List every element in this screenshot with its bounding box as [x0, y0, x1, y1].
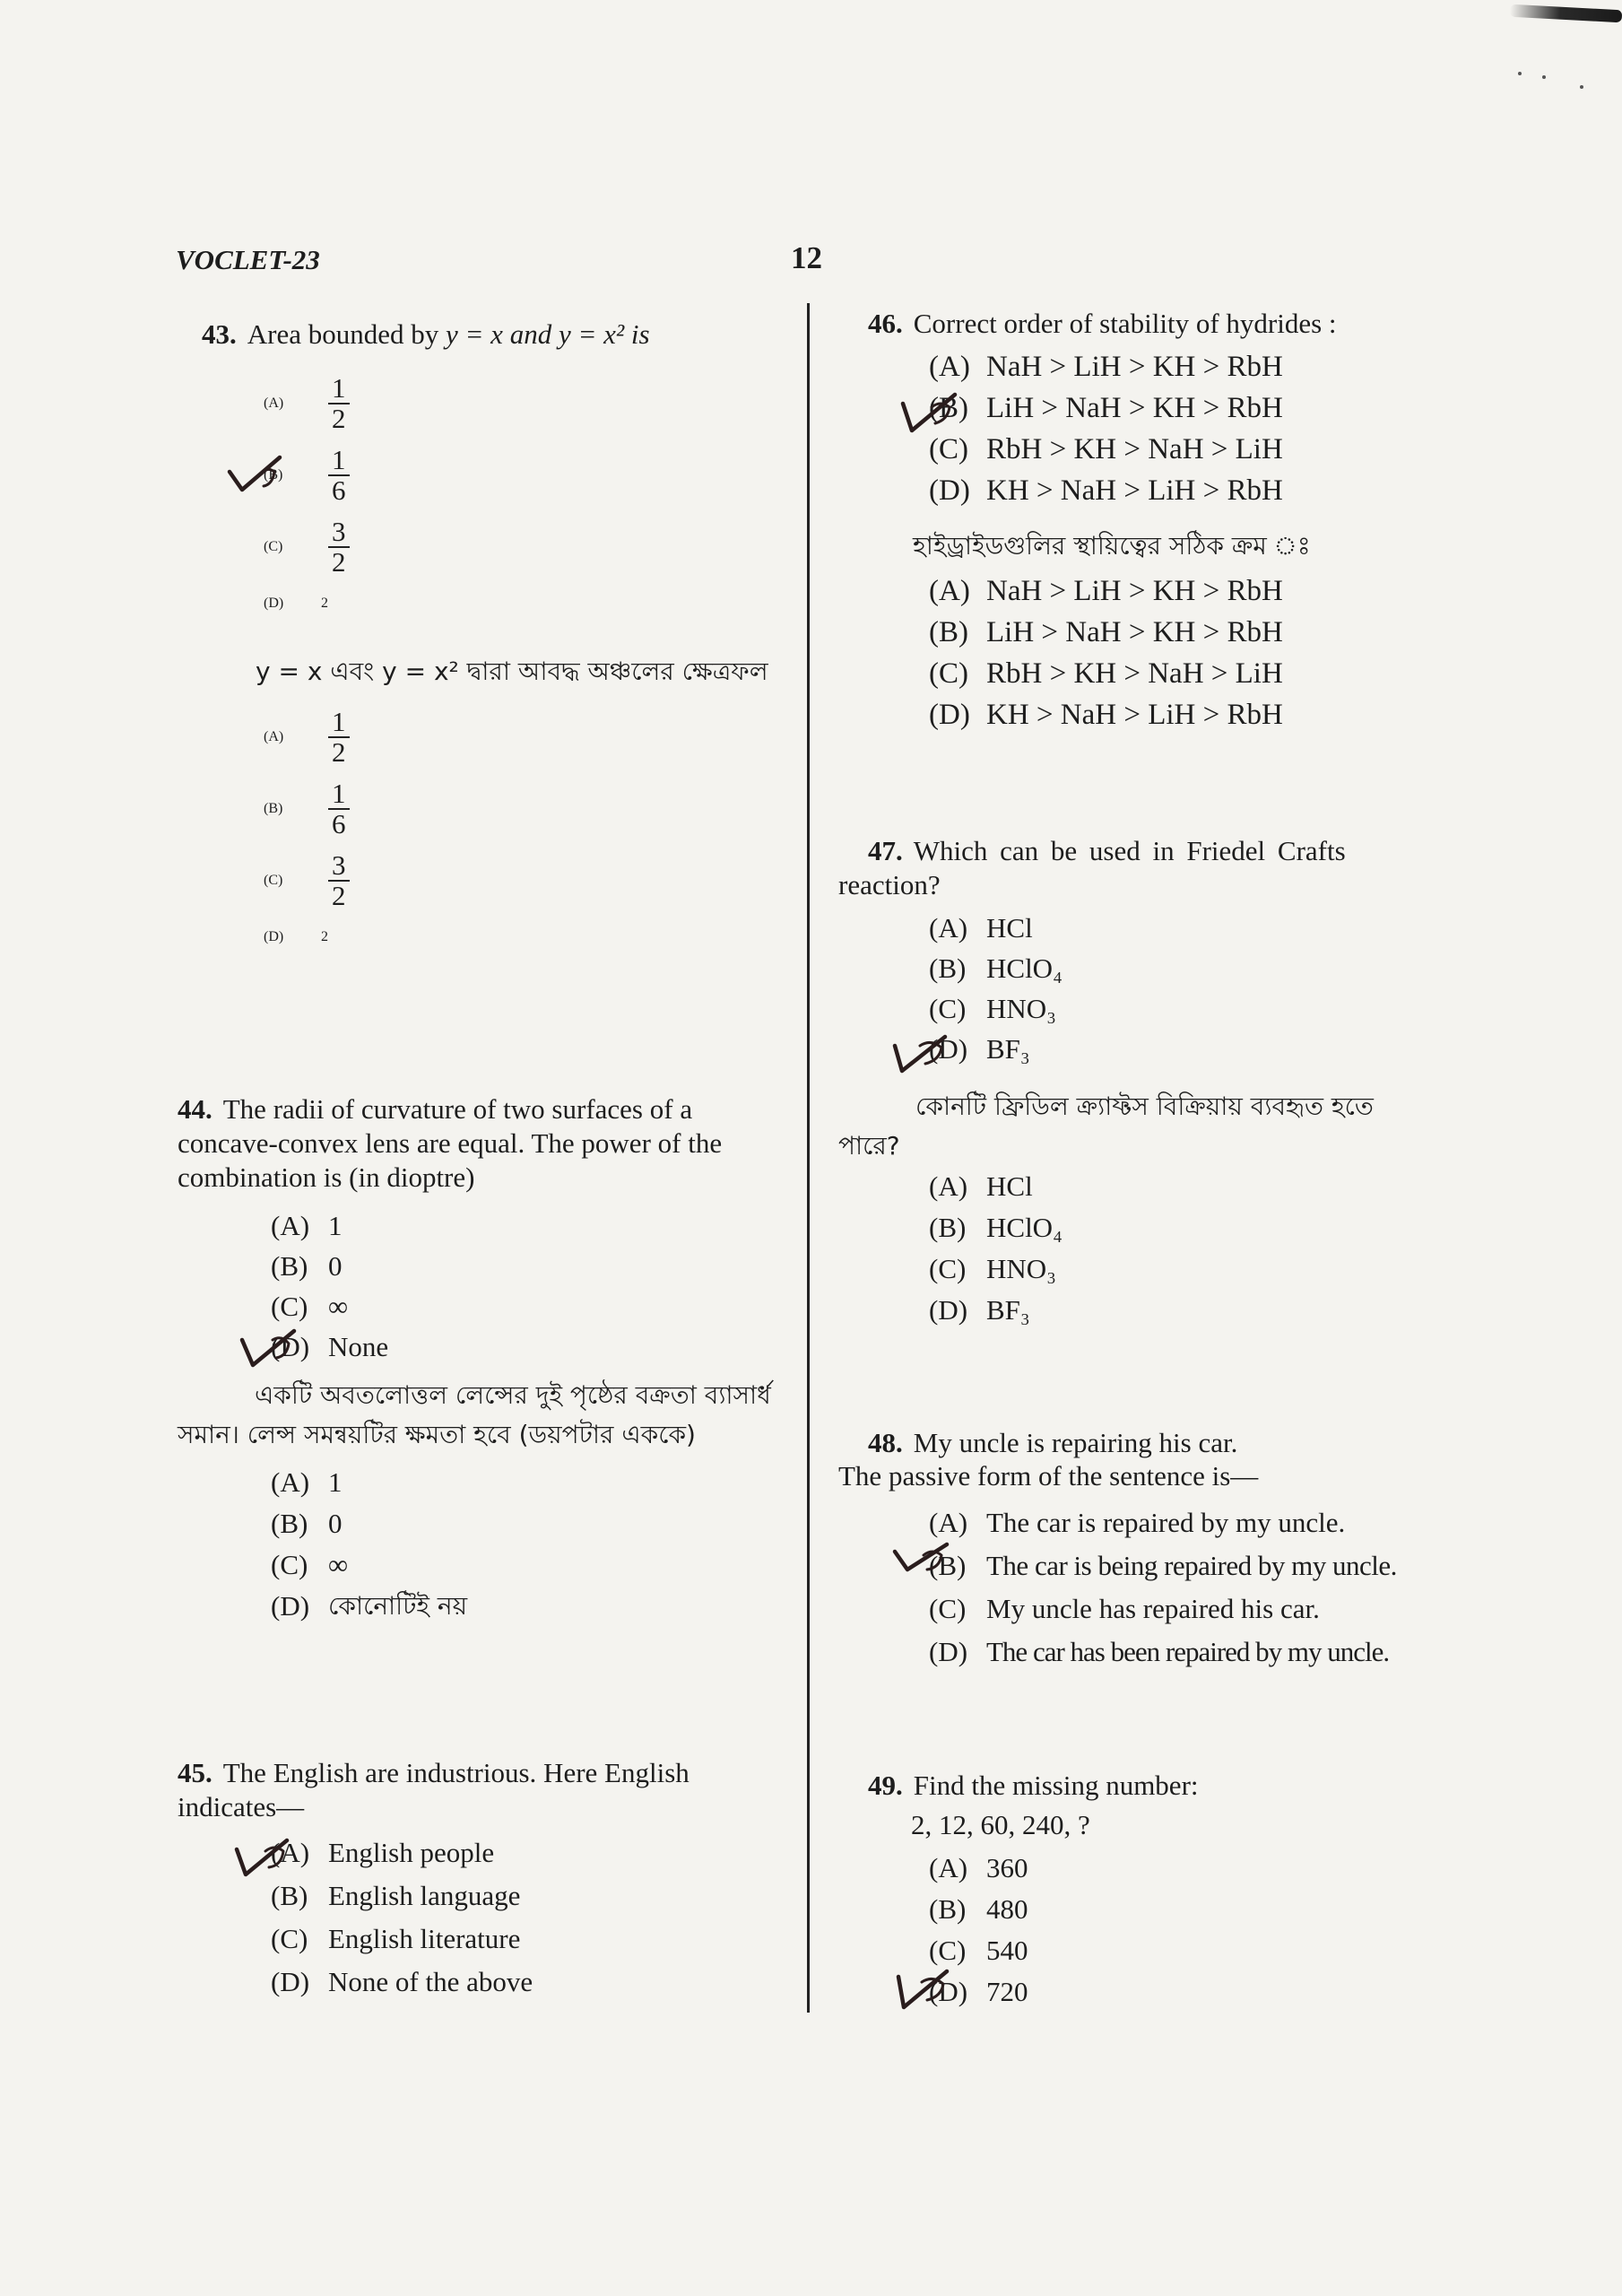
- option-d[interactable]: [264, 917, 350, 958]
- option-value: HNO₃: [986, 993, 1056, 1024]
- option-c[interactable]: [929, 1587, 1397, 1631]
- question-47-bn: [838, 1087, 1439, 1166]
- question-number: 47.: [868, 835, 903, 866]
- question-text-part: The English are industrious. Here English indicates—: [178, 1757, 690, 1822]
- option-c[interactable]: [264, 845, 350, 917]
- option-label: (B): [929, 1893, 967, 1925]
- q46-options-bn: [929, 570, 1283, 735]
- question-text: [178, 1092, 787, 1195]
- option-a[interactable]: [929, 346, 1283, 387]
- question-math: y = x and y = x² is: [446, 318, 650, 350]
- question-text: [868, 307, 1496, 341]
- option-c[interactable]: [929, 988, 1063, 1029]
- option-label: (A): [264, 729, 284, 744]
- handwritten-tick-mark: [235, 1837, 289, 1876]
- question-text: [202, 317, 776, 352]
- option-value: BF₃: [986, 1033, 1030, 1065]
- handwritten-tick-mark: [893, 1033, 947, 1073]
- option-value: HClO₄: [986, 1212, 1063, 1243]
- option-a[interactable]: [271, 1831, 533, 1874]
- option-value: My uncle has repaired his car.: [986, 1593, 1320, 1624]
- option-value: RbH > KH > NaH > LiH: [986, 433, 1283, 465]
- question-number: 43.: [202, 318, 237, 350]
- option-d[interactable]: [929, 1290, 1063, 1331]
- question-48-line2: [838, 1459, 1484, 1493]
- option-label: (C): [929, 1253, 967, 1284]
- fraction: [328, 779, 350, 839]
- option-value: 2: [321, 929, 328, 944]
- option-value: 0: [328, 1250, 343, 1282]
- option-b[interactable]: [264, 773, 350, 845]
- option-value: LiH > NaH > KH > RbH: [986, 392, 1283, 424]
- denominator: 2: [328, 880, 350, 910]
- exam-code: VOCLET-23: [176, 244, 320, 275]
- option-d[interactable]: [271, 1586, 467, 1627]
- option-c[interactable]: [929, 1930, 1028, 1971]
- q47-options-bn: [929, 1166, 1063, 1331]
- question-49: [868, 1769, 1496, 1803]
- option-label: (A): [929, 1507, 968, 1538]
- option-label: (B): [271, 1508, 308, 1539]
- option-value: HNO₃: [986, 1253, 1056, 1284]
- question-text-part: Find the missing number:: [913, 1770, 1199, 1801]
- option-b[interactable]: [271, 1874, 533, 1918]
- option-label: (B): [929, 392, 968, 424]
- option-value: NaH > LiH > KH > RbH: [986, 351, 1283, 383]
- option-value: KH > NaH > LiH > RbH: [986, 474, 1283, 507]
- question-text-bengali: একটি অবতলোত্তল লেন্সের দুই পৃষ্ঠের বক্রতা ব্যাসার্ধ সমান। লেন্স সমন্বয়টির ক্ষমতা হবে (ডয়পটার এককে): [178, 1380, 771, 1449]
- option-value: 2: [321, 596, 328, 611]
- option-value: ∞: [328, 1291, 349, 1322]
- option-label: (D): [271, 1331, 310, 1362]
- option-value: English language: [328, 1880, 521, 1911]
- question-number: 49.: [868, 1770, 903, 1801]
- question-text-part: Which can be used in Friedel Crafts reaction?: [838, 835, 1346, 900]
- option-label: (C): [271, 1291, 308, 1322]
- option-a[interactable]: [271, 1205, 388, 1246]
- option-label: (C): [929, 433, 968, 465]
- handwritten-tick-mark: [228, 454, 282, 493]
- question-text-part: The passive form of the sentence is—: [838, 1460, 1259, 1492]
- handwritten-tick-mark: [893, 1541, 947, 1580]
- q47-options: [929, 908, 1063, 1069]
- option-a[interactable]: [929, 570, 1283, 612]
- scan-speck: [1580, 85, 1583, 89]
- question-text: [868, 1769, 1496, 1803]
- denominator: 2: [328, 736, 350, 767]
- option-value: ∞: [328, 1549, 349, 1580]
- option-value: The car is repaired by my uncle.: [986, 1507, 1346, 1538]
- option-label: (C): [271, 1549, 308, 1580]
- question-47: [838, 834, 1439, 902]
- option-label: (D): [929, 474, 970, 507]
- option-label: (D): [929, 1294, 968, 1326]
- option-c[interactable]: [929, 653, 1283, 694]
- question-text-part: Area bounded by: [247, 318, 446, 350]
- numerator: 1: [332, 706, 346, 737]
- option-b[interactable]: [929, 612, 1283, 653]
- option-label: (A): [929, 1170, 968, 1202]
- option-b[interactable]: [929, 1889, 1028, 1930]
- question-number: 48.: [868, 1427, 903, 1458]
- question-44: [178, 1092, 787, 1195]
- option-label: (D): [271, 1590, 310, 1622]
- option-c[interactable]: [929, 429, 1283, 470]
- option-a[interactable]: [929, 1848, 1028, 1889]
- option-label: (A): [264, 396, 284, 411]
- option-label: (B): [929, 616, 968, 648]
- denominator: 2: [328, 403, 350, 433]
- number-sequence: [911, 1808, 1359, 1842]
- column-divider: [807, 303, 810, 2013]
- q45-options: [271, 1831, 533, 2004]
- option-c[interactable]: [271, 1544, 467, 1586]
- option-d[interactable]: [929, 1631, 1397, 1674]
- numerator: 3: [332, 516, 346, 547]
- question-text-bengali: y = x এবং y = x² দ্বারা আবদ্ধ অঞ্চলের ক্ষেত্রফল: [256, 657, 768, 686]
- question-text-part: The radii of curvature of two surfaces of a concave-convex lens are equal. The power of the combination is (in dioptre): [178, 1093, 723, 1193]
- option-label: (D): [264, 596, 284, 611]
- option-label: (B): [929, 1212, 967, 1243]
- option-value: KH > NaH > LiH > RbH: [986, 699, 1283, 731]
- question-text-part: Correct order of stability of hydrides :: [913, 308, 1337, 339]
- option-d[interactable]: [264, 583, 350, 624]
- option-value: 360: [986, 1852, 1028, 1883]
- option-label: (A): [271, 1466, 310, 1498]
- question-number: 46.: [868, 308, 903, 339]
- numerator: 1: [332, 372, 346, 404]
- option-value: 0: [328, 1508, 343, 1539]
- option-d[interactable]: [929, 470, 1283, 511]
- option-label: (B): [264, 467, 283, 483]
- numerator: 1: [332, 778, 346, 809]
- option-a[interactable]: [264, 701, 350, 773]
- handwritten-tick-mark: [240, 1327, 294, 1367]
- option-label: (B): [271, 1880, 308, 1911]
- fraction: [328, 517, 350, 577]
- option-c[interactable]: [264, 511, 350, 583]
- question-43: [202, 317, 776, 352]
- option-value: English people: [328, 1837, 495, 1868]
- option-value: 1: [328, 1210, 343, 1241]
- option-label: (C): [264, 539, 283, 554]
- q43-options-bn: [264, 701, 350, 958]
- option-value: The car has been repaired by my uncle.: [986, 1636, 1390, 1667]
- scan-edge-mark: [1510, 4, 1622, 23]
- option-d[interactable]: [929, 694, 1283, 735]
- option-value: RbH > KH > NaH > LiH: [986, 657, 1283, 690]
- page-number: 12: [791, 240, 822, 275]
- option-b[interactable]: [929, 1207, 1063, 1248]
- q44-options-bn: [271, 1462, 467, 1627]
- option-a[interactable]: [929, 908, 1063, 948]
- option-value: LiH > NaH > KH > RbH: [986, 616, 1283, 648]
- question-43-bn: [256, 655, 811, 689]
- option-label: (A): [271, 1837, 310, 1868]
- option-value: কোনোটিই নয়: [328, 1591, 468, 1621]
- option-a[interactable]: [929, 1501, 1397, 1544]
- question-number: 44.: [178, 1093, 213, 1125]
- question-46-bn: [913, 529, 1540, 563]
- option-label: (B): [264, 801, 283, 816]
- question-text: [178, 1756, 787, 1824]
- option-label: (C): [929, 993, 967, 1024]
- option-b[interactable]: [929, 948, 1063, 988]
- option-b[interactable]: [271, 1246, 388, 1286]
- option-label: (A): [929, 575, 970, 607]
- question-text-bengali: হাইড্রাইডগুলির স্থায়িত্বের সঠিক ক্রম ঃ: [913, 531, 1311, 561]
- option-value: NaH > LiH > KH > RbH: [986, 575, 1283, 607]
- fraction: [328, 446, 350, 505]
- fraction: [328, 851, 350, 910]
- fraction: [328, 708, 350, 767]
- option-value: English literature: [328, 1923, 521, 1954]
- numerator: 1: [332, 444, 346, 475]
- option-label: (B): [271, 1250, 308, 1282]
- option-label: (C): [271, 1923, 308, 1954]
- question-46: [868, 307, 1496, 341]
- question-text: [868, 1426, 1514, 1460]
- question-text-part: My uncle is repairing his car.: [913, 1427, 1238, 1458]
- option-value: None of the above: [328, 1966, 533, 1997]
- q43-options: [264, 368, 350, 624]
- option-value: 480: [986, 1893, 1028, 1925]
- sequence-text: 2, 12, 60, 240, ?: [911, 1809, 1090, 1840]
- option-label: (A): [929, 1852, 968, 1883]
- option-d[interactable]: [271, 1961, 533, 2004]
- option-label: (B): [929, 1550, 967, 1581]
- q48-options: [929, 1501, 1397, 1674]
- question-number: 45.: [178, 1757, 213, 1788]
- denominator: 6: [328, 474, 350, 505]
- option-label: (C): [264, 873, 283, 888]
- option-value: 1: [328, 1466, 343, 1498]
- option-label: (D): [264, 929, 284, 944]
- option-label: (D): [929, 1976, 968, 2007]
- option-c[interactable]: [271, 1918, 533, 1961]
- question-44-bn: [178, 1376, 787, 1455]
- option-c[interactable]: [271, 1286, 388, 1326]
- option-label: (D): [271, 1966, 310, 1997]
- handwritten-tick-mark: [895, 1970, 949, 2009]
- option-value: HCl: [986, 912, 1033, 944]
- option-value: The car is being repaired by my uncle.: [986, 1550, 1397, 1581]
- question-48: [868, 1426, 1514, 1460]
- question-text-bengali: কোনটি ফ্রিডিল ক্র্যাফ্টস বিক্রিয়ায় ব্যবহৃত হতে পারে?: [838, 1091, 1374, 1161]
- option-label: (D): [929, 1636, 968, 1667]
- option-value: None: [328, 1331, 389, 1362]
- denominator: 2: [328, 546, 350, 577]
- option-value: HClO₄: [986, 952, 1063, 984]
- option-label: (C): [929, 1593, 967, 1624]
- option-b[interactable]: [929, 1544, 1397, 1587]
- option-label: (A): [929, 351, 970, 383]
- option-a[interactable]: [271, 1462, 467, 1503]
- scan-speck: [1542, 75, 1546, 79]
- scan-speck: [1518, 72, 1522, 75]
- option-label: (C): [929, 657, 968, 690]
- option-value: HCl: [986, 1170, 1033, 1202]
- option-label: (B): [929, 952, 967, 984]
- handwritten-tick-mark: [901, 393, 955, 432]
- question-45: [178, 1756, 787, 1824]
- option-label: (A): [929, 912, 968, 944]
- fraction: [328, 374, 350, 433]
- option-value: BF₃: [986, 1294, 1030, 1326]
- denominator: 6: [328, 808, 350, 839]
- option-label: (A): [271, 1210, 310, 1241]
- option-label: (D): [929, 699, 970, 731]
- option-a[interactable]: [929, 1166, 1063, 1207]
- numerator: 3: [332, 849, 346, 881]
- option-label: (D): [929, 1033, 968, 1065]
- option-c[interactable]: [929, 1248, 1063, 1290]
- option-b[interactable]: [929, 387, 1283, 429]
- option-label: (C): [929, 1935, 967, 1966]
- option-value: 540: [986, 1935, 1028, 1966]
- option-b[interactable]: [271, 1503, 467, 1544]
- option-value: 720: [986, 1976, 1028, 2007]
- question-text: [838, 834, 1439, 902]
- option-d[interactable]: [929, 1029, 1063, 1069]
- option-a[interactable]: [264, 368, 350, 439]
- q46-options: [929, 346, 1283, 511]
